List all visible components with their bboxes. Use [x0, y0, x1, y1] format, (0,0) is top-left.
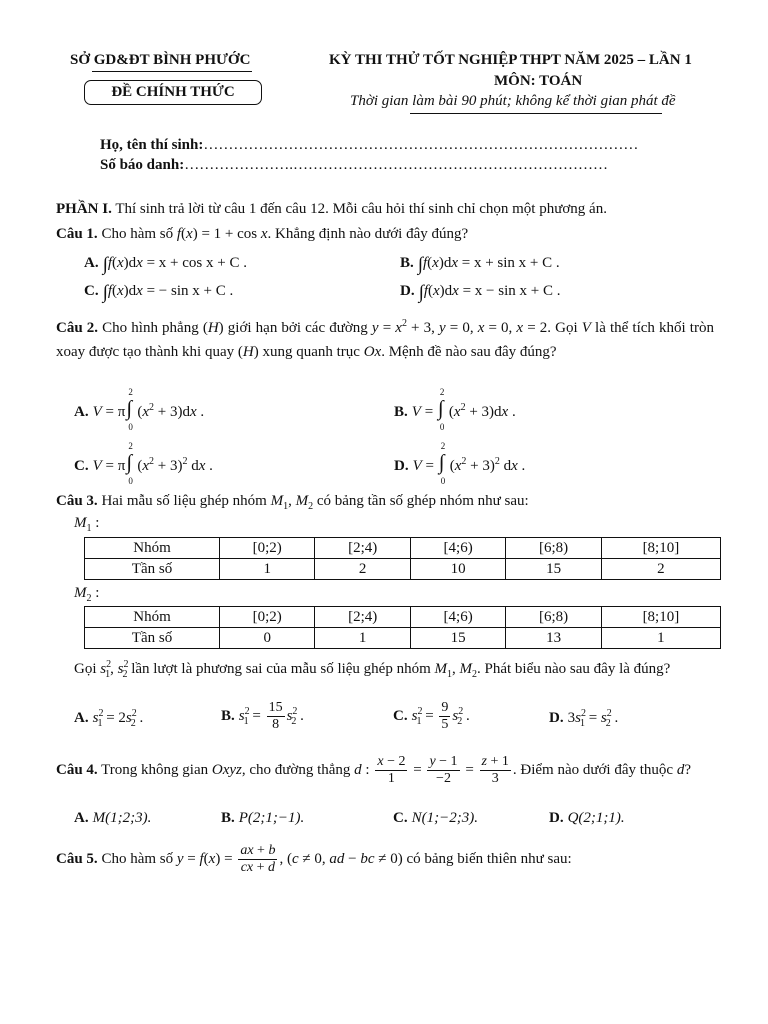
question-3-label: Câu 3. [56, 493, 98, 509]
q4-option-b-value: P(2;1;−1). [238, 810, 305, 826]
time-note-underline [410, 113, 662, 114]
table-cell: [0;2) [220, 607, 315, 628]
q2-option-a-label: A. [74, 404, 89, 420]
candidate-name-label: Họ, tên thí sinh: [100, 137, 204, 153]
question-1-text-a: Cho hàm số [97, 226, 177, 242]
question-3: Câu 3. Hai mẫu số liệu ghép nhóm $M_1$, $M_2$ có bảng tần số ghép nhóm như sau: [56, 493, 529, 512]
candidate-id-dots: ………………….……………………………………………………… [184, 157, 608, 173]
candidate-id-label: Số báo danh: [100, 157, 185, 173]
q1-option-d-label: D. [400, 283, 415, 299]
question-4: Câu 4. Trong không gian Oxyz, cho đường thẳng d : $\frac{x - 2}{1}$ = $\frac{y - 1}{-2}$ = $\frac{z + 1}{3}$ . Điểm nào dưới đây thuộc d? [56, 754, 692, 786]
table-m2-caption: $M_2$ : [74, 585, 100, 604]
table-cell: 1 [315, 628, 410, 649]
question-4-label: Câu 4. [56, 761, 98, 778]
q3-option-c[interactable]: C. $s^2_1$ = $\frac{9}{5}$ $s^2_2$ . [393, 700, 470, 732]
q4-option-b[interactable] [221, 810, 304, 827]
table-cell: 10 [410, 559, 505, 580]
q4-option-b-label: B. [221, 810, 235, 826]
department-underline [92, 71, 252, 72]
q2-option-c[interactable]: C. V = π 2 ∫ 0 $(x^2 + 3)^2$ dx . [74, 441, 213, 486]
q3-follow-1: Gọi [74, 661, 101, 677]
q4-option-c-label: C. [393, 810, 408, 826]
question-1: Câu 1. Cho hàm số f(x) = 1 + cos x. Khẳng định nào dưới đây đúng? [56, 226, 469, 242]
q2-text-5: xung quanh trục [258, 344, 364, 360]
q1-option-b-text: = x + sin x + C . [461, 255, 560, 271]
table-cell: Nhóm [85, 607, 220, 628]
table-cell: 13 [506, 628, 601, 649]
table-cell: [6;8) [506, 607, 601, 628]
q3-follow-2: lần lượt là phương sai của mẫu số liệu ghép nhóm [127, 661, 435, 677]
table-cell: 15 [410, 628, 505, 649]
q1-option-c[interactable]: C. ∫f(x)dx = − sin x + C . [84, 282, 234, 303]
q2-option-b[interactable]: B. V = 2 ∫ 0 $(x^2 + 3)dx$ . [394, 387, 516, 432]
q3-text: Hai mẫu số liệu ghép nhóm [97, 493, 271, 509]
table-cell: 1 [601, 628, 720, 649]
question-2-label: Câu 2. [56, 320, 99, 336]
candidate-name-field [100, 137, 638, 154]
part-1-title: PHẦN I. [56, 201, 112, 217]
q4-option-a-value: M(1;2;3). [92, 810, 152, 826]
table-cell: 2 [601, 559, 720, 580]
table-cell: 1 [220, 559, 315, 580]
candidate-name-dots: …………………………………………………………………………… [203, 137, 639, 153]
table-m1-caption: $M_1$ : [74, 515, 100, 534]
q3-follow-text: Gọi $s^2_1$, $s^2_2$ lần lượt là phương sai của mẫu số liệu ghép nhóm $M_1$, $M_2$. Phát biểu nào sau đây là đúng? [74, 659, 671, 680]
part-1-text: Thí sinh trả lời từ câu 1 đến câu 12. Mỗi câu hỏi thí sinh chỉ chọn một phương án. [111, 201, 607, 217]
q4-option-c[interactable] [393, 810, 478, 827]
table-cell: 0 [220, 628, 315, 649]
table-row [85, 538, 721, 559]
q4-text-1: Trong không gian [97, 761, 212, 778]
table-row [85, 607, 721, 628]
q2-option-d-label: D. [394, 458, 409, 474]
q1-option-a-label: A. [84, 255, 99, 271]
q1-option-b[interactable]: B. ∫f(x)dx = x + sin x + C . [400, 254, 560, 275]
q2-text-2: giới hạn bởi các đường [223, 320, 372, 336]
official-badge: ĐỀ CHÍNH THỨC [84, 80, 262, 105]
table-cell: 2 [315, 559, 410, 580]
q3-option-b-label: B. [221, 707, 235, 724]
q1-option-a-text: = x + cos x + C . [146, 255, 247, 271]
exam-title: KỲ THI THỬ TỐT NGHIỆP THPT NĂM 2025 – LẦN 1 [329, 52, 692, 68]
question-5: Câu 5. Cho hàm số y = f(x) = $\frac{ax + b}{cx + d}$ , (c ≠ 0, ad − bc ≠ 0) có bảng biến thiên như sau: [56, 843, 572, 875]
table-cell: Tần số [85, 559, 220, 580]
q4-option-d-value: Q(2;1;1). [567, 810, 625, 826]
candidate-id-field [100, 157, 608, 174]
table-cell: [8;10] [601, 607, 720, 628]
q3-option-a-label: A. [74, 710, 89, 726]
time-note: Thời gian làm bài 90 phút; không kể thời gian phát đề [350, 93, 676, 109]
part-1-instructions [56, 197, 714, 221]
q3-option-d-label: D. [549, 710, 564, 726]
department-name: SỞ GD&ĐT BÌNH PHƯỚC [70, 52, 251, 68]
q2-text-4: là thể tích khối tròn xoay được tạo thành khi quay [56, 320, 714, 360]
table-cell: [8;10] [601, 538, 720, 559]
q3-option-c-label: C. [393, 707, 408, 724]
table-cell: Tần số [85, 628, 220, 649]
q2-text-1: Cho hình phẳng [98, 320, 203, 336]
q3-follow-3: . Phát biểu nào sau đây là đúng? [477, 661, 671, 677]
q1-option-d-text: = x − sin x + C . [462, 283, 561, 299]
q2-option-a[interactable]: A. V = π 2 ∫ 0 $(x^2 + 3)dx$ . [74, 387, 205, 432]
q4-text-3: . Điểm nào dưới đây thuộc [512, 761, 677, 778]
q2-text-6: . Mệnh đề nào sau đây đúng? [381, 344, 557, 360]
table-cell: [2;4) [315, 607, 410, 628]
q1-option-c-label: C. [84, 283, 99, 299]
q1-option-c-text: = − sin x + C . [146, 283, 234, 299]
table-cell: 15 [506, 559, 601, 580]
q5-text-2: có bảng biến thiên như sau: [402, 850, 572, 867]
table-row [85, 628, 721, 649]
table-cell: [4;6) [410, 607, 505, 628]
q5-text-1: Cho hàm số [97, 850, 177, 867]
table-cell: Nhóm [85, 538, 220, 559]
question-5-label: Câu 5. [56, 850, 98, 867]
q1-option-d[interactable]: D. ∫f(x)dx = x − sin x + C . [400, 282, 561, 303]
table-cell: [6;8) [506, 538, 601, 559]
q2-option-c-label: C. [74, 458, 89, 474]
q4-option-c-value: N(1;−2;3). [411, 810, 478, 826]
question-1-label: Câu 1. [56, 226, 98, 242]
frequency-table-m2 [84, 606, 721, 649]
q4-option-a-label: A. [74, 810, 89, 826]
q1-option-a[interactable]: A. ∫f(x)dx = x + cos x + C . [84, 254, 247, 275]
q3-option-d[interactable]: D. $3s^2_1 = s^2_2$ . [549, 708, 619, 729]
q3-option-a[interactable]: A. $s^2_1 = 2s^2_2$ . [74, 708, 144, 729]
table-cell: [2;4) [315, 538, 410, 559]
q3-text-end: có bảng tần số ghép nhóm như sau: [313, 493, 529, 509]
q2-option-b-label: B. [394, 404, 408, 420]
table-cell: [0;2) [220, 538, 315, 559]
q4-option-d-label: D. [549, 810, 564, 826]
q4-option-d[interactable] [549, 810, 625, 827]
frequency-table-m1 [84, 537, 721, 580]
question-2: Câu 2. Cho hình phẳng (H) giới hạn bởi các đường $y = x^2 + 3$, y = 0, x = 0, x = 2. Gọi V là thể tích khối tròn xoay được tạo thành khi quay (H) xung quanh trục Ox. Mệnh đề nào sau đây đúng? [56, 318, 714, 360]
question-1-text-b: . Khẳng định nào dưới đây đúng? [267, 226, 469, 242]
table-cell: [4;6) [410, 538, 505, 559]
q3-option-b[interactable]: B. $s^2_1$ = $\frac{15}{8}$ $s^2_2$ . [221, 700, 304, 732]
q2-text-3: . Gọi [547, 320, 582, 336]
q2-option-d[interactable]: D. V = 2 ∫ 0 $(x^2 + 3)^2$ dx . [394, 441, 526, 486]
q4-text-2: , cho đường thẳng [241, 761, 355, 778]
q1-option-b-label: B. [400, 255, 414, 271]
exam-subject: MÔN: TOÁN [494, 73, 583, 89]
q4-option-a[interactable] [74, 810, 151, 827]
table-row [85, 559, 721, 580]
